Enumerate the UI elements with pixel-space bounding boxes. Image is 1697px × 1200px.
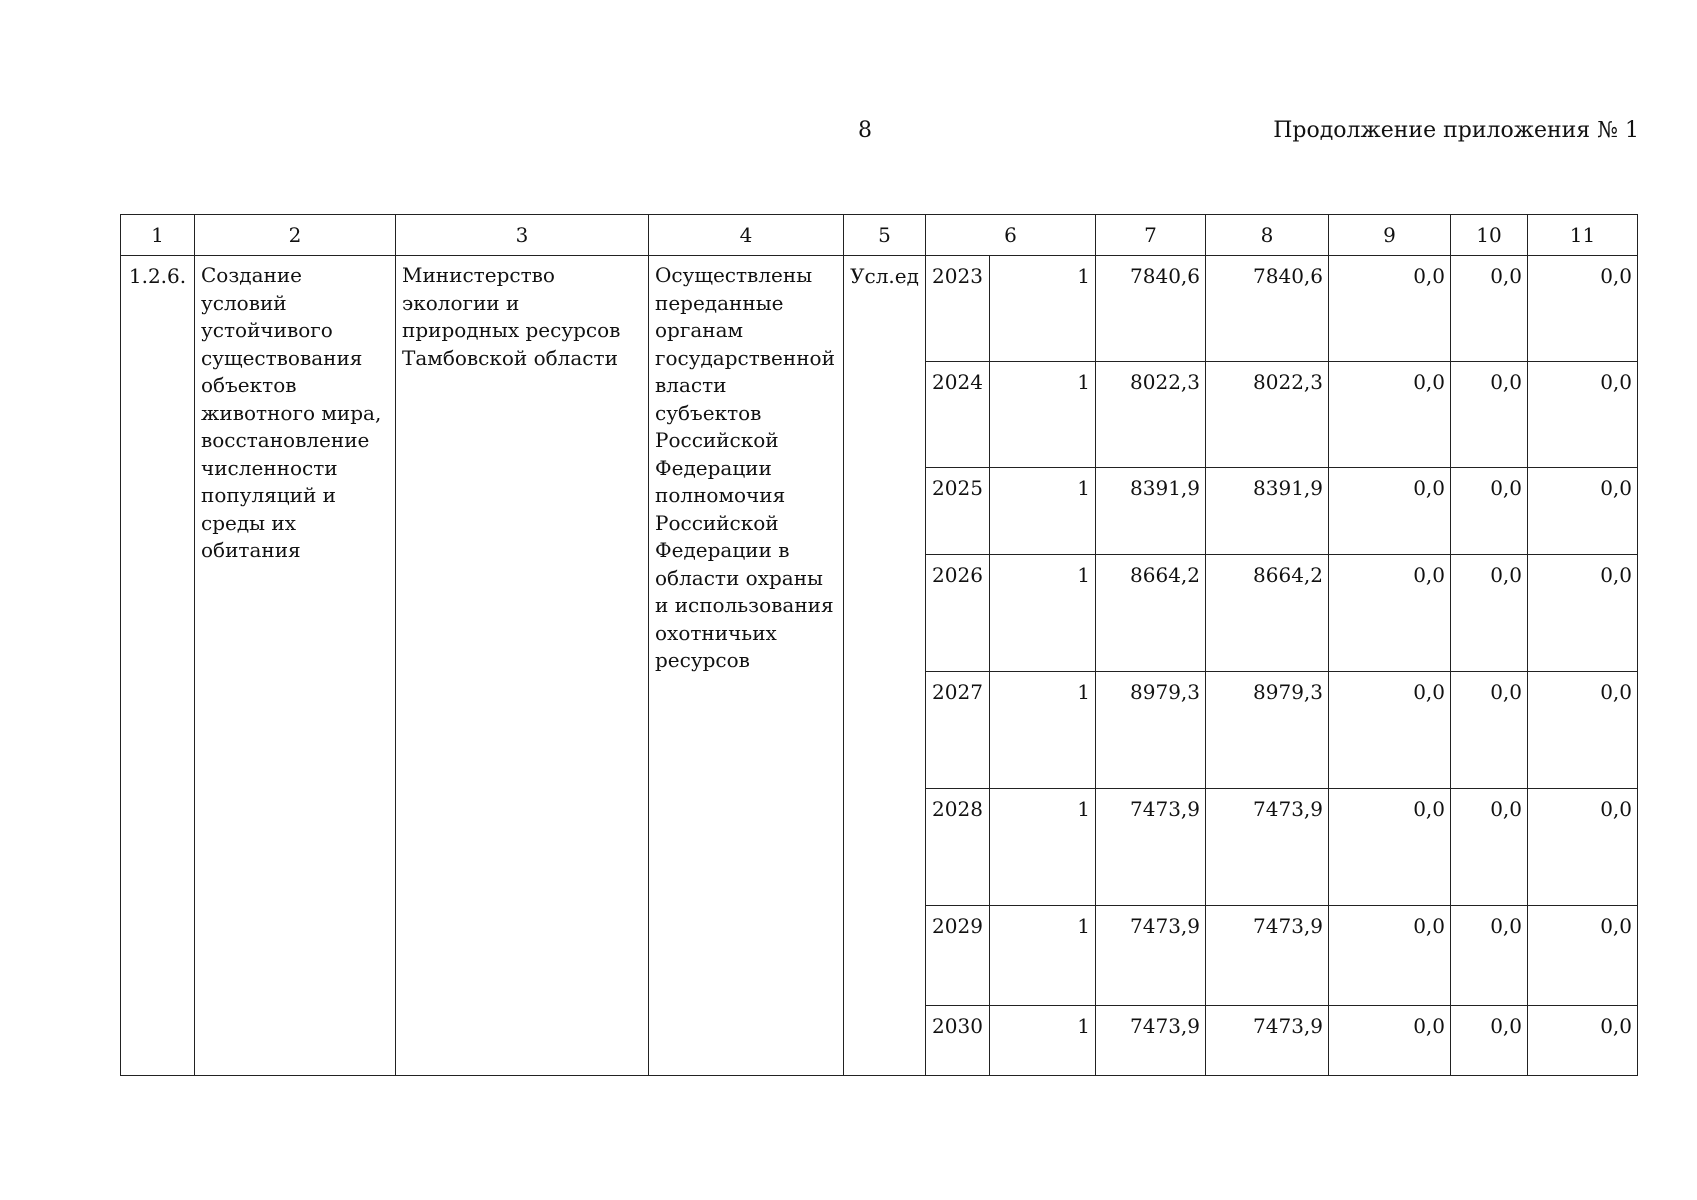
amount-col-7: 7473,9 [1096,789,1206,906]
amount-col-9: 0,0 [1329,1006,1451,1076]
year-cell: 2028 [926,789,990,906]
column-number: 3 [396,215,649,256]
amount-col-10: 0,0 [1451,1006,1528,1076]
indicator-value: 1 [990,555,1096,672]
amount-col-7: 8022,3 [1096,362,1206,468]
amount-col-10: 0,0 [1451,906,1528,1006]
amount-col-8: 7473,9 [1206,906,1329,1006]
amount-col-11: 0,0 [1528,789,1638,906]
amount-col-10: 0,0 [1451,555,1528,672]
amount-col-10: 0,0 [1451,256,1528,362]
year-cell: 2026 [926,555,990,672]
column-number: 6 [926,215,1096,256]
amount-col-7: 7473,9 [1096,1006,1206,1076]
amount-col-8: 7473,9 [1206,1006,1329,1076]
column-number: 2 [195,215,396,256]
amount-col-10: 0,0 [1451,789,1528,906]
column-number: 5 [844,215,926,256]
amount-col-10: 0,0 [1451,468,1528,555]
amount-col-9: 0,0 [1329,256,1451,362]
indicator-value: 1 [990,789,1096,906]
amount-col-11: 0,0 [1528,1006,1638,1076]
amount-col-7: 7840,6 [1096,256,1206,362]
amount-col-8: 8664,2 [1206,555,1329,672]
page-number: 8 [858,118,872,143]
year-cell: 2030 [926,1006,990,1076]
year-cell: 2027 [926,672,990,789]
column-number: 9 [1329,215,1451,256]
amount-col-11: 0,0 [1528,555,1638,672]
amount-col-9: 0,0 [1329,468,1451,555]
amount-col-9: 0,0 [1329,906,1451,1006]
amount-col-9: 0,0 [1329,789,1451,906]
year-cell: 2029 [926,906,990,1006]
measures-table [120,214,1638,1076]
column-number-row [121,215,1638,256]
amount-col-8: 8979,3 [1206,672,1329,789]
amount-col-8: 8391,9 [1206,468,1329,555]
indicator-value: 1 [990,906,1096,1006]
year-cell: 2023 [926,256,990,362]
amount-col-8: 7840,6 [1206,256,1329,362]
amount-col-9: 0,0 [1329,672,1451,789]
table-row [121,256,1638,362]
year-cell: 2025 [926,468,990,555]
measure-unit: Усл.ед [844,256,926,1076]
indicator-value: 1 [990,256,1096,362]
column-number: 7 [1096,215,1206,256]
amount-col-10: 0,0 [1451,672,1528,789]
amount-col-8: 8022,3 [1206,362,1329,468]
amount-col-7: 7473,9 [1096,906,1206,1006]
amount-col-8: 7473,9 [1206,789,1329,906]
indicator-value: 1 [990,672,1096,789]
column-number: 11 [1528,215,1638,256]
appendix-continuation-label: Продолжение приложения № 1 [1273,118,1639,143]
amount-col-9: 0,0 [1329,555,1451,672]
amount-col-7: 8664,2 [1096,555,1206,672]
measure-name: Создание условий устойчивого существования объектов животного мира, восстановление численности популяций и среды их обитания [195,256,396,1076]
column-number: 1 [121,215,195,256]
column-number: 4 [649,215,844,256]
amount-col-11: 0,0 [1528,672,1638,789]
amount-col-11: 0,0 [1528,256,1638,362]
amount-col-11: 0,0 [1528,906,1638,1006]
amount-col-11: 0,0 [1528,468,1638,555]
indicator-value: 1 [990,468,1096,555]
amount-col-7: 8979,3 [1096,672,1206,789]
amount-col-9: 0,0 [1329,362,1451,468]
indicator-value: 1 [990,362,1096,468]
responsible-executor: Министерство экологии и природных ресурсов Тамбовской области [396,256,649,1076]
measure-code: 1.2.6. [121,256,195,1076]
year-cell: 2024 [926,362,990,468]
column-number: 10 [1451,215,1528,256]
indicator-value: 1 [990,1006,1096,1076]
amount-col-7: 8391,9 [1096,468,1206,555]
amount-col-10: 0,0 [1451,362,1528,468]
column-number: 8 [1206,215,1329,256]
expected-result: Осуществлены переданные органам государственной власти субъектов Российской Федерации полномочия Российской Федерации в области охраны и использования охотничьих ресурсов [649,256,844,1076]
amount-col-11: 0,0 [1528,362,1638,468]
